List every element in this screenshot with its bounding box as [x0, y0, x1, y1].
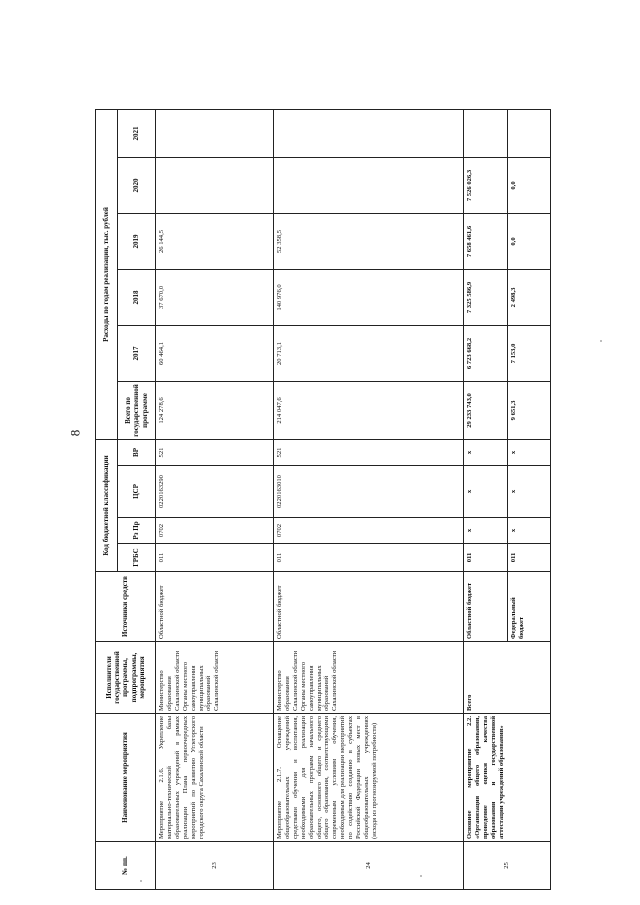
row-2018: 140 976,0	[274, 269, 464, 325]
header-2017: 2017	[118, 325, 156, 381]
row-2019: 52 358,5	[274, 213, 464, 269]
row-2017: 60 464,1	[156, 325, 274, 381]
row-num: 25	[464, 842, 551, 890]
row-rzpr: x	[464, 518, 508, 544]
scan-speck	[140, 880, 142, 882]
row-csr: 0220163010	[274, 466, 464, 518]
row-executors: Министерство образования Сахалинской области Органы местного самоуправления муниципальных образований Сахалинской области	[274, 642, 464, 714]
row-2017: 6 723 668,2	[464, 325, 508, 381]
row-2018: 2 498,3	[508, 269, 551, 325]
header-name: Наименование мероприятия	[96, 714, 156, 842]
row-name: Мероприятие 2.1.7. Оснащение общеобразовательных учреждений средствами обучения и воспитания, необходимыми для реализации образовательных программ начального общего, основного общего и среднего общего образования, соответствующими современным условиям обучения, необходимым для реализации мероприятий по содействию созданию в субъектах Российской Федерации новых мест в общеобразовательных учреждениях (исходя из прогнозируемой потребности)	[274, 714, 464, 842]
rotated-table-container	[95, 110, 550, 890]
header-num: № пп.	[96, 842, 156, 890]
header-rzpr: Рз Пр	[118, 518, 156, 544]
row-csr: 0220163290	[156, 466, 274, 518]
row-2020	[156, 157, 274, 213]
row-total: 214 047,6	[274, 381, 464, 439]
row-num: 24	[274, 842, 464, 890]
row-name: Мероприятие 2.1.6. Укрепление материально-технической базы образовательных учреждений в рамках реализации Плана первоочередных мероприятий по развитию Углегорского городского округа Сахалинской области	[156, 714, 274, 842]
row-2018: 37 670,0	[156, 269, 274, 325]
row-csr: x	[508, 466, 551, 518]
row-name: Основное мероприятие 2.2. «Организация общего образования, проведение оценки качества образования и государственной аттестации учреждений образования»	[464, 714, 551, 842]
header-2019: 2019	[118, 213, 156, 269]
row-rzpr: x	[508, 518, 551, 544]
header-sources: Источники средств	[96, 572, 156, 642]
header-total: Всего по государственной программе	[118, 381, 156, 439]
scan-speck	[420, 875, 422, 877]
header-budget-code: Код бюджетной классификации	[96, 439, 118, 571]
header-csr: ЦСР	[118, 466, 156, 518]
row-2021	[464, 109, 508, 157]
row-2019: 0,0	[508, 213, 551, 269]
row-2019: 26 144,5	[156, 213, 274, 269]
header-row-1	[96, 109, 118, 889]
row-csr: x	[464, 466, 508, 518]
table-row	[156, 109, 274, 889]
row-total: 9 651,3	[508, 381, 551, 439]
row-executors: Всего	[464, 642, 551, 714]
row-grbs: 011	[274, 544, 464, 572]
header-grbs: ГРБС	[118, 544, 156, 572]
row-2021	[274, 109, 464, 157]
row-grbs: 011	[508, 544, 551, 572]
row-grbs: 011	[156, 544, 274, 572]
row-executors: Министерство образования Сахалинской области Органы местного самоуправления муниципальных образований Сахалинской области	[156, 642, 274, 714]
row-2017: 20 713,1	[274, 325, 464, 381]
row-vr: 521	[156, 439, 274, 465]
row-2020: 0,0	[508, 157, 551, 213]
header-2018: 2018	[118, 269, 156, 325]
row-source: Федеральный бюджет	[508, 572, 551, 642]
header-vr: ВР	[118, 439, 156, 465]
row-2017: 7 153,0	[508, 325, 551, 381]
row-2019: 7 658 461,6	[464, 213, 508, 269]
header-2020: 2020	[118, 157, 156, 213]
row-source: Областной бюджет	[464, 572, 508, 642]
row-grbs: 011	[464, 544, 508, 572]
scan-speck	[600, 340, 602, 342]
row-source: Областной бюджет	[156, 572, 274, 642]
budget-table	[95, 109, 551, 890]
row-rzpr: 0702	[274, 518, 464, 544]
row-rzpr: 0702	[156, 518, 274, 544]
row-2018: 7 325 586,9	[464, 269, 508, 325]
table-row	[274, 109, 464, 889]
header-2021: 2021	[118, 109, 156, 157]
row-2021	[508, 109, 551, 157]
row-total: 29 233 743,0	[464, 381, 508, 439]
row-num: 23	[156, 842, 274, 890]
row-vr: 521	[274, 439, 464, 465]
table-row	[464, 109, 508, 889]
page-number: 8	[67, 429, 83, 437]
row-total: 124 278,6	[156, 381, 274, 439]
row-2020: 7 526 026,3	[464, 157, 508, 213]
header-executors: Исполнители государственной программы, подпрограммы, мероприятия	[96, 642, 156, 714]
header-expenses: Расходы по годам реализации, тыс. рублей	[96, 109, 118, 439]
row-vr: x	[508, 439, 551, 465]
row-2020	[274, 157, 464, 213]
row-source: Областной бюджет	[274, 572, 464, 642]
row-vr: x	[464, 439, 508, 465]
row-2021	[156, 109, 274, 157]
